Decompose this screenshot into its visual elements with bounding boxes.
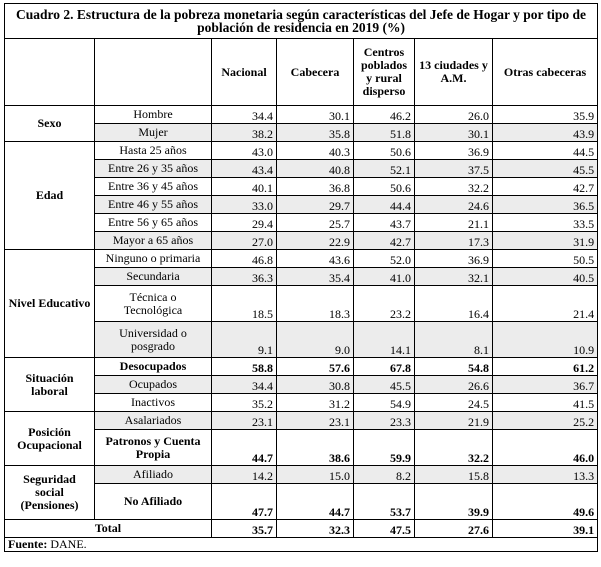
cell-value: 40.3 — [277, 142, 354, 160]
cell-value: 44.7 — [212, 430, 277, 466]
cell-value: 52.1 — [354, 160, 415, 178]
cell-value: 38.2 — [212, 124, 277, 142]
cell-value: 43.7 — [354, 214, 415, 232]
cell-value: 32.2 — [415, 178, 493, 196]
cell-value: 23.2 — [354, 286, 415, 322]
row-label: Mujer — [95, 124, 212, 142]
group-label-sexo: Sexo — [5, 106, 95, 142]
cell-value: 59.9 — [354, 430, 415, 466]
cell-value: 44.5 — [493, 142, 598, 160]
column-header-13-ciudades: 13 ciudades y A.M. — [415, 39, 493, 106]
cell-value: 27.0 — [212, 232, 277, 250]
cell-value: 29.7 — [277, 196, 354, 214]
cell-value: 26.6 — [415, 376, 493, 394]
cell-value: 31.9 — [493, 232, 598, 250]
row-label: Asalariados — [95, 412, 212, 430]
column-header-nacional: Nacional — [212, 39, 277, 106]
cell-value: 21.1 — [415, 214, 493, 232]
row-label: No Afiliado — [95, 484, 212, 520]
cell-value: 25.7 — [277, 214, 354, 232]
cell-value: 26.0 — [415, 106, 493, 124]
cell-value: 9.0 — [277, 322, 354, 358]
cell-value: 32.2 — [415, 430, 493, 466]
header-blank-2 — [95, 39, 212, 106]
total-value: 32.3 — [277, 520, 354, 538]
total-value: 39.1 — [493, 520, 598, 538]
cell-value: 33.5 — [493, 214, 598, 232]
row-label: Desocupados — [95, 358, 212, 376]
cell-value: 16.4 — [415, 286, 493, 322]
cell-value: 43.9 — [493, 124, 598, 142]
cell-value: 24.6 — [415, 196, 493, 214]
cell-value: 35.9 — [493, 106, 598, 124]
group-label-seguridad-social: Seguridad social (Pensiones) — [5, 466, 95, 520]
cell-value: 42.7 — [493, 178, 598, 196]
cell-value: 46.8 — [212, 250, 277, 268]
cell-value: 40.8 — [277, 160, 354, 178]
source-label: Fuente: — [8, 537, 48, 551]
cell-value: 40.5 — [493, 268, 598, 286]
cell-value: 46.0 — [493, 430, 598, 466]
cell-value: 15.0 — [277, 466, 354, 484]
cell-value: 45.5 — [493, 160, 598, 178]
cell-value: 21.4 — [493, 286, 598, 322]
cell-value: 29.4 — [212, 214, 277, 232]
poverty-structure-table — [4, 3, 598, 552]
cell-value: 36.8 — [277, 178, 354, 196]
cell-value: 50.5 — [493, 250, 598, 268]
row-label: Ocupados — [95, 376, 212, 394]
total-label: Total — [5, 520, 212, 538]
cell-value: 36.7 — [493, 376, 598, 394]
cell-value: 14.1 — [354, 322, 415, 358]
cell-value: 18.5 — [212, 286, 277, 322]
table-container — [4, 3, 597, 552]
cell-value: 43.6 — [277, 250, 354, 268]
row-label: Entre 26 y 35 años — [95, 160, 212, 178]
cell-value: 14.2 — [212, 466, 277, 484]
row-label: Universidad o posgrado — [95, 322, 212, 358]
cell-value: 23.1 — [277, 412, 354, 430]
cell-value: 30.1 — [277, 106, 354, 124]
cell-value: 50.6 — [354, 178, 415, 196]
group-label-nivel-educativo: Nivel Educativo — [5, 250, 95, 358]
cell-value: 34.4 — [212, 376, 277, 394]
header-blank-1 — [5, 39, 95, 106]
row-label: Ninguno o primaria — [95, 250, 212, 268]
row-label: Entre 36 y 45 años — [95, 178, 212, 196]
cell-value: 45.5 — [354, 376, 415, 394]
cell-value: 39.9 — [415, 484, 493, 520]
cell-value: 35.2 — [212, 394, 277, 412]
cell-value: 36.9 — [415, 250, 493, 268]
cell-value: 42.7 — [354, 232, 415, 250]
cell-value: 40.1 — [212, 178, 277, 196]
cell-value: 36.3 — [212, 268, 277, 286]
row-label: Técnica o Tecnológica — [95, 286, 212, 322]
cell-value: 8.2 — [354, 466, 415, 484]
cell-value: 44.4 — [354, 196, 415, 214]
cell-value: 57.6 — [277, 358, 354, 376]
row-label: Hasta 25 años — [95, 142, 212, 160]
cell-value: 43.4 — [212, 160, 277, 178]
cell-value: 34.4 — [212, 106, 277, 124]
total-value: 35.7 — [212, 520, 277, 538]
total-value: 27.6 — [415, 520, 493, 538]
cell-value: 23.1 — [212, 412, 277, 430]
row-label: Patronos y Cuenta Propia — [95, 430, 212, 466]
cell-value: 36.5 — [493, 196, 598, 214]
cell-value: 53.7 — [354, 484, 415, 520]
cell-value: 15.8 — [415, 466, 493, 484]
row-label: Afiliado — [95, 466, 212, 484]
cell-value: 54.9 — [354, 394, 415, 412]
row-label: Hombre — [95, 106, 212, 124]
row-label: Entre 46 y 55 años — [95, 196, 212, 214]
cell-value: 21.9 — [415, 412, 493, 430]
cell-value: 35.8 — [277, 124, 354, 142]
group-label-posicion-ocupacional: Posición Ocupacional — [5, 412, 95, 466]
cell-value: 38.6 — [277, 430, 354, 466]
column-header-centros-poblados: Centros poblados y rural disperso — [354, 39, 415, 106]
cell-value: 50.6 — [354, 142, 415, 160]
column-header-otras-cabeceras: Otras cabeceras — [493, 39, 598, 106]
cell-value: 32.1 — [415, 268, 493, 286]
cell-value: 54.8 — [415, 358, 493, 376]
cell-value: 24.5 — [415, 394, 493, 412]
cell-value: 36.9 — [415, 142, 493, 160]
cell-value: 61.2 — [493, 358, 598, 376]
cell-value: 30.1 — [415, 124, 493, 142]
column-header-cabecera: Cabecera — [277, 39, 354, 106]
cell-value: 46.2 — [354, 106, 415, 124]
cell-value: 31.2 — [277, 394, 354, 412]
source-note — [5, 538, 598, 552]
cell-value: 30.8 — [277, 376, 354, 394]
cell-value: 51.8 — [354, 124, 415, 142]
total-value: 47.5 — [354, 520, 415, 538]
cell-value: 49.6 — [493, 484, 598, 520]
row-label: Inactivos — [95, 394, 212, 412]
cell-value: 25.2 — [493, 412, 598, 430]
table-title: Cuadro 2. Estructura de la pobreza monetaria según características del Jefe de Hogar y por tipo de población de residencia en 2019 (%) — [5, 4, 598, 39]
group-label-edad: Edad — [5, 142, 95, 250]
cell-value: 8.1 — [415, 322, 493, 358]
cell-value: 13.3 — [493, 466, 598, 484]
cell-value: 10.9 — [493, 322, 598, 358]
cell-value: 35.4 — [277, 268, 354, 286]
cell-value: 9.1 — [212, 322, 277, 358]
cell-value: 41.0 — [354, 268, 415, 286]
cell-value: 44.7 — [277, 484, 354, 520]
cell-value: 22.9 — [277, 232, 354, 250]
cell-value: 47.7 — [212, 484, 277, 520]
source-text: DANE. — [50, 537, 87, 551]
cell-value: 58.8 — [212, 358, 277, 376]
cell-value: 17.3 — [415, 232, 493, 250]
cell-value: 23.3 — [354, 412, 415, 430]
group-label-situacion-laboral: Situación laboral — [5, 358, 95, 412]
cell-value: 37.5 — [415, 160, 493, 178]
cell-value: 67.8 — [354, 358, 415, 376]
cell-value: 52.0 — [354, 250, 415, 268]
row-label: Entre 56 y 65 años — [95, 214, 212, 232]
cell-value: 18.3 — [277, 286, 354, 322]
cell-value: 33.0 — [212, 196, 277, 214]
cell-value: 43.0 — [212, 142, 277, 160]
cell-value: 41.5 — [493, 394, 598, 412]
row-label: Secundaria — [95, 268, 212, 286]
row-label: Mayor a 65 años — [95, 232, 212, 250]
